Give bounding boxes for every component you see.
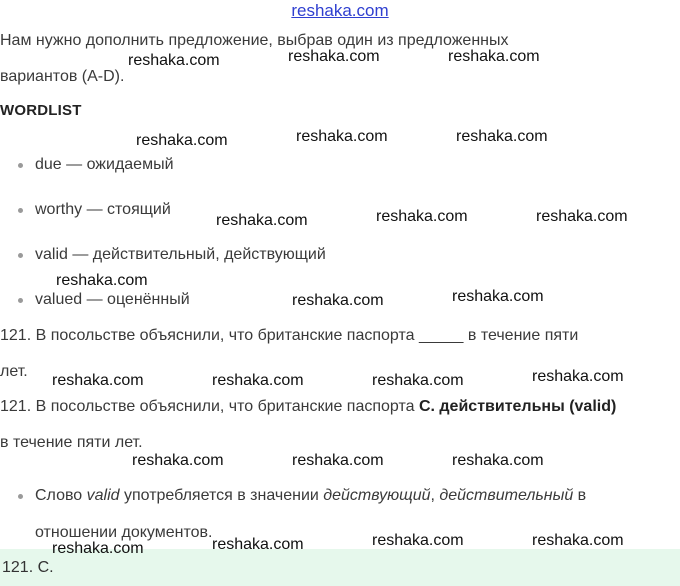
watermark: reshaka.com <box>212 372 304 389</box>
wordlist-item-text: due — ожидаемый <box>35 156 174 173</box>
watermark: reshaka.com <box>216 212 308 229</box>
watermark: reshaka.com <box>376 208 468 225</box>
wordlist-item-text: valued — оценённый <box>35 291 190 308</box>
watermark: reshaka.com <box>56 272 148 289</box>
final-answer: 121. С. <box>2 559 54 576</box>
note-item <box>35 487 586 505</box>
wordlist-item-text: worthy — стоящий <box>35 201 171 218</box>
task-line-2: лет. <box>0 363 28 380</box>
note-term: valid <box>86 487 120 504</box>
solution-text: 121. В посольстве объяснили, что британские паспорта <box>0 398 419 415</box>
watermark: reshaka.com <box>372 532 464 549</box>
wordlist-item <box>35 201 171 219</box>
solution-line-1 <box>0 397 616 417</box>
watermark: reshaka.com <box>532 532 624 549</box>
watermark: reshaka.com <box>296 128 388 145</box>
intro-line-2: вариантов (A-D). <box>0 68 125 85</box>
solution-line-2: в течение пяти лет. <box>0 434 143 451</box>
wordlist-item <box>35 156 174 174</box>
watermark: reshaka.com <box>212 536 304 553</box>
solution-answer: С. действительны (valid) <box>418 398 617 415</box>
watermark: reshaka.com <box>536 208 628 225</box>
wordlist-heading: WORDLIST <box>0 102 82 119</box>
watermark: reshaka.com <box>52 540 144 557</box>
task-line-1: 121. В посольстве объяснили, что британские паспорта _____ в течение пяти <box>0 327 579 344</box>
watermark: reshaka.com <box>292 292 384 309</box>
wordlist-item <box>35 246 326 264</box>
watermark: reshaka.com <box>372 372 464 389</box>
bullet-icon <box>18 298 23 303</box>
note-term: действительный <box>439 487 574 504</box>
wordlist-item <box>35 291 190 309</box>
watermark: reshaka.com <box>132 452 224 469</box>
wordlist-item-text: valid — действительный, действующий <box>35 246 326 263</box>
watermark: reshaka.com <box>532 368 624 385</box>
site-link[interactable]: reshaka.com <box>291 1 389 20</box>
watermark: reshaka.com <box>52 372 144 389</box>
watermark: reshaka.com <box>128 52 220 69</box>
note-text: в <box>573 487 587 504</box>
note-text: Слово <box>35 487 87 504</box>
watermark: reshaka.com <box>452 452 544 469</box>
note-text: , <box>430 487 440 504</box>
watermark: reshaka.com <box>292 452 384 469</box>
note-text: употребляется в значении <box>119 487 324 504</box>
note-line-2: отношении документов. <box>35 524 213 541</box>
bullet-icon <box>18 253 23 258</box>
watermark: reshaka.com <box>136 132 228 149</box>
bullet-icon <box>18 163 23 168</box>
watermark: reshaka.com <box>448 48 540 65</box>
watermark: reshaka.com <box>288 48 380 65</box>
note-term: действующий <box>323 487 431 504</box>
bullet-icon <box>18 494 23 499</box>
watermark: reshaka.com <box>452 288 544 305</box>
intro-line-1: Нам нужно дополнить предложение, выбрав один из предложенных <box>0 32 509 49</box>
bullet-icon <box>18 208 23 213</box>
watermark: reshaka.com <box>456 128 548 145</box>
